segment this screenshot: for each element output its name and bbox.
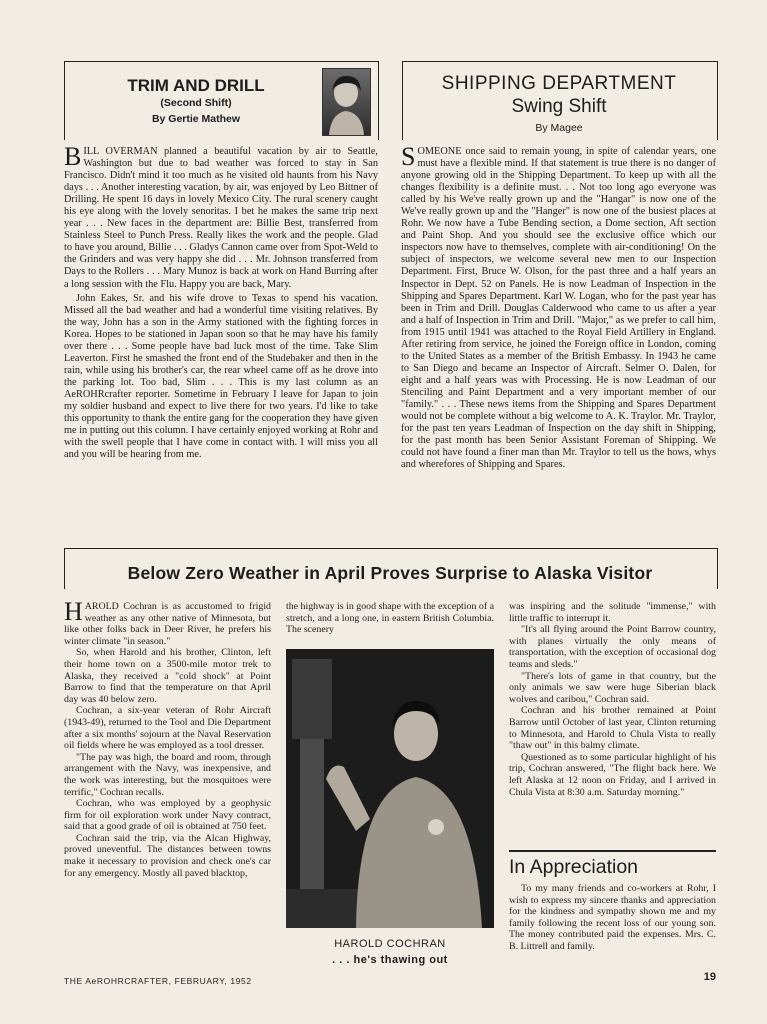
photo-caption-sub: . . . he's thawing out (332, 954, 448, 966)
trim-subtitle: (Second Shift) (160, 97, 232, 109)
alaska-col1-paragraph-4: "The pay was high, the board and room, through arrangement with the Navy, was inexpensive, and the work was interesting, but the mosquitoes were terrific," Cochran recalls. (64, 751, 271, 798)
alaska-column-3 (509, 601, 716, 798)
alaska-col3-paragraph-3: "There's lots of game in that country, but the only animals we saw were huge Siberian black wolves and caribou," Cochran said. (509, 670, 716, 705)
alaska-col1-paragraph-6: Cochran said the trip, via the Alcan Highway, proved uneventful. The distances between towns make it necessary to provision and check one's car for any emergency. Mostly all paved blacktop, (64, 832, 271, 879)
shipping-article-body (401, 142, 716, 471)
alaska-column-1 (64, 597, 271, 879)
page-number: 19 (703, 971, 716, 983)
trim-dropcap: B (64, 142, 82, 171)
alaska-col3-paragraph-1: was inspiring and the solitude "immense," with little traffic to interrupt it. (509, 601, 716, 624)
shipping-paragraph-1: SOMEONE once said to remain young, in spite of calendar years, one must have a flexible mind. If that statement is true there is no danger of anyone growing old in the Shipping Department. To keep up with all the changes flexibility is a definite must. . . Not too long ago everyone was called by his We've really grown up and the "Hangar" is now one of the We've really grown up and the "Hanger" is now one of the busiest places at Rohr. We now have a Tube Bending section, a Dome section, Aft section and Paint Shop. And you should see the exclusive office which our inspectors now have to themselves, complete with air-conditioning! On the subject of inspectors, we welcome several new men to our Inspection Department. First, Bruce W. Olson, for the past three and a half years an Inspector in Dept. 52 on Panels. He is now Leadman of Inspection in the Shipping and Spares Department. Karl W. Logan, who for the past year has been in Trim and Drill. Douglas Calderwood who came to us after a year and a half of Inspection in Trim and Drill. "Major," as we prefer to call him, from 1915 until 1941 was attached to the Royal Field Artillery in England. After retiring from service, he joined the Foreign office in London, coming to the United States as a member of the British Embassy. In 1943 he came to San Diego and became an Inspector of Aircraft. Selmer O. Dalen, for eight and a half years was with Processing. He is now Leadman of our Stenciling and Paint Department and a very important member of our "family." . . . These news items from the Shipping and Spares Department would not be complete without a big welcome to A. K. Traylor. Mr. Traylor, for the past ten years Leadman of Inspection on the day shift in Shipping, for the past month has been Senior Assistant Foreman of Shipping. We could not have found a finer man than Mr. Traylor to tell us the hows, whys and wherefores of Shipping and Spares. (401, 142, 716, 471)
alaska-dropcap: H (64, 597, 83, 626)
author-portrait-photo (322, 68, 371, 136)
photo-caption-name: HAROLD COCHRAN (334, 938, 446, 950)
trim-byline: By Gertie Mathew (151, 113, 241, 125)
appreciation-paragraph: To my many friends and co-workers at Rohr, I wish to express my sincere thanks and appreciation for the kindness and sympathy shown me and my family following the recent loss of our young son. The money contributed paid the expenses. Mrs. C. B. Littrell and family. (509, 883, 716, 952)
alaska-col1-paragraph-1: HAROLD Cochran is as accustomed to frigid weather as any other native of Minnesota, but like other folks back in Deer River, he prefers his winter climate "in season." (64, 597, 271, 647)
appreciation-divider (509, 850, 716, 852)
trim-paragraph-1: BILL OVERMAN planned a beautiful vacation by air to Seattle, Washington but due to bad weather was forced to stay in San Francisco. Didn't mind it too much as he visited old haunts from his Navy days . . . Another interesting vacation, by air, was enjoyed by Leo Bittner of Drilling. He spent 16 days in lovely Mexico City. The rural scenery caught his eye along with the lovely senoritas. I bet he makes the same trip next year . . . New faces in the department are: Billie Best, transferred from Stainless Steel to Punch Press. Really likes the work and the people. Glad to have you around, Billie . . . Gladys Cannon came over from Spot-Weld to the Grinders and was very happy she did . . . Mr. Johnson transferred from Days to the Rollers . . . Mary Munoz is back at work on Hand Burring after a long session with the Flu. Happy you are back, Mary. (64, 142, 378, 290)
shipping-title: SHIPPING DEPARTMENT (441, 73, 677, 94)
alaska-col3-paragraph-2: "It's all flying around the Point Barrow country, with planes virtually the only means of transportation, with the exception of occasional dog teams and sleds." (509, 624, 716, 670)
alaska-col3-paragraph-5: Questioned as to some particular highlight of his trip, Cochran answered, "The flight back here. We left Alaska at 12 noon on Friday, and I arrived in Chula Vista at 8:30 a.m. Saturday morning." (509, 751, 716, 798)
alaska-col1-paragraph-2: So, when Harold and his brother, Clinton, left their home town on a 3500-mile motor trek to Alaska, they received a "cold shock" at Point Barrow to find that the temperature on that April day was 40 below zero. (64, 647, 271, 705)
shipping-dropcap: S (401, 142, 416, 171)
shipping-byline: By Magee (535, 122, 583, 134)
appreciation-body (509, 883, 716, 953)
alaska-col3-paragraph-4: Cochran and his brother remained at Point Barrow until October of last year, Clinton returning to Minnesota, and Harold to Chula Vista to really "thaw out" in this balmy climate. (509, 705, 716, 752)
trim-title: TRIM AND DRILL (127, 76, 265, 95)
footer-publication: THE AeROHRCRAFTER, FEBRUARY, 1952 (64, 976, 252, 986)
appreciation-title: In Appreciation (509, 856, 639, 878)
alaska-col1-paragraph-5: Cochran, who was employed by a geophysic firm for oil exploration work under Navy contract, said that a good grade of oil is obtained at 750 feet. (64, 798, 271, 833)
trim-article-body (64, 142, 378, 461)
alaska-column-2-top: the highway is in good shape with the exception of a stretch, and a long one, in eastern British Columbia. The scenery (286, 601, 494, 636)
alaska-headline: Below Zero Weather in April Proves Surprise to Alaska Visitor (127, 563, 653, 583)
shipping-subtitle: Swing Shift (511, 96, 607, 117)
harold-cochran-photo (286, 649, 494, 928)
alaska-col1-paragraph-3: Cochran, a six-year veteran of Rohr Aircraft (1943-49), returned to the Tool and Die Department after a six months' sojourn at the Naval Reservation oil fields where he was employed as a tool dresser. (64, 705, 271, 752)
trim-paragraph-2: John Eakes, Sr. and his wife drove to Texas to spend his vacation. Missed all the bad weather and had a wonderful time visiting relatives. By the way, John has a son in the Army stationed with the fighting forces in Korea. Hopes to be stationed in Japan soon so that he may have his family over there . . . Some people have bad luck most of the time. Take Slim Leaverton. First he smashed the front end of the Studebaker and then in the rain, while using his brother's car, the rear wheel came off as he drove into the parking lot. Too bad, Slim . . . This is my last column as an AeROHRcrafter reporter. Sometime in February I leave for Japan to join my soldier husband and expect to live there for two years. I'd like to take this opportunity to thank the entire gang for the cooperation they have given me in putting out this column. I have certainly enjoyed working at Rohr and with the swell people that I have come in contact with. I will miss you all and you will be hearing from me. (64, 292, 378, 461)
